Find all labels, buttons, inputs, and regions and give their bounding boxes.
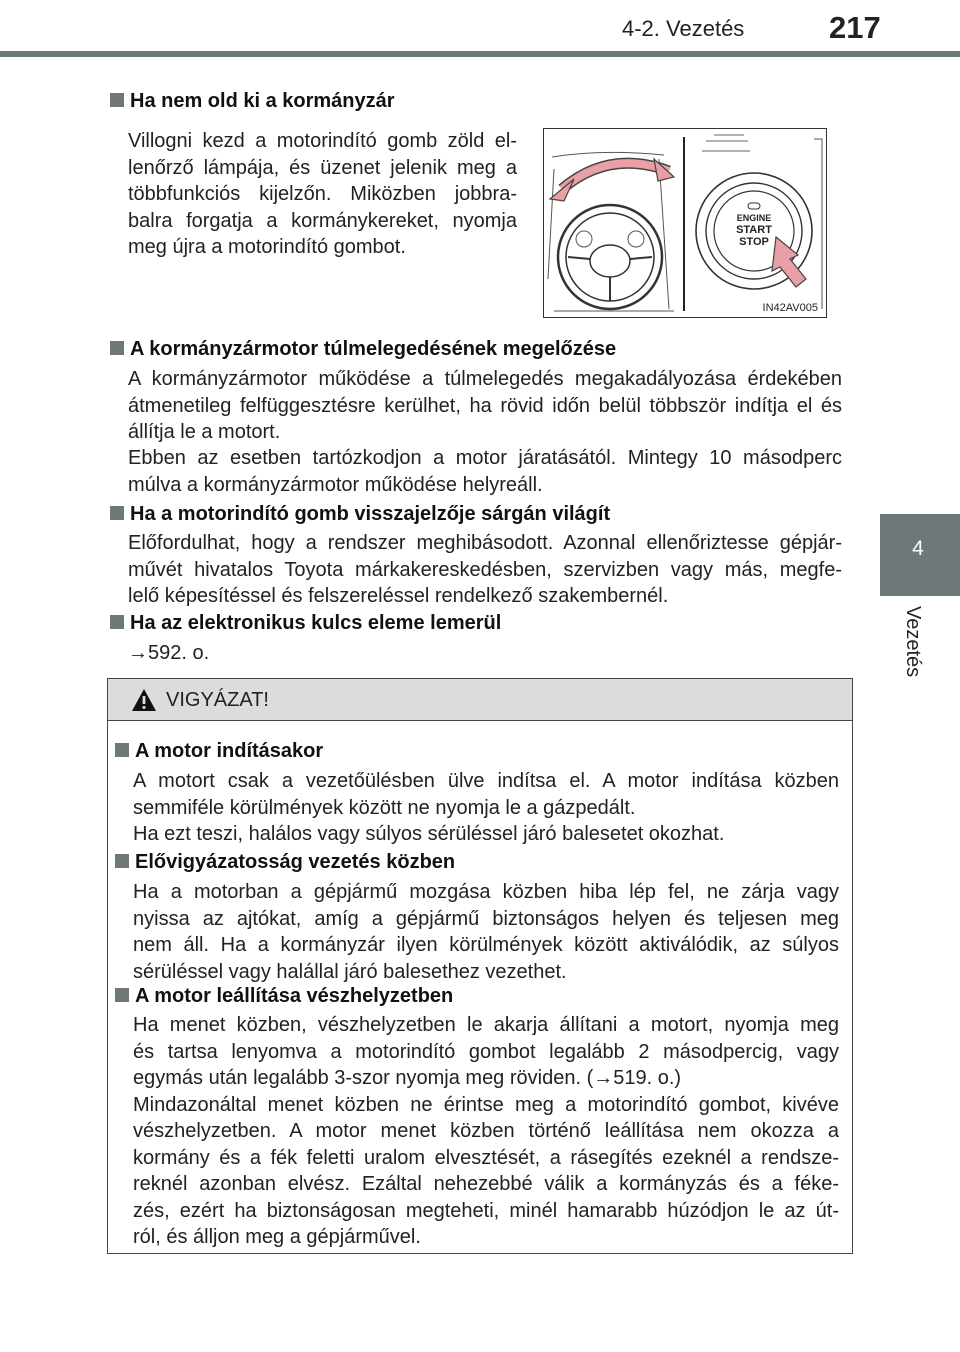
section-heading: A kormányzármotor túlmelegedésének megelőzése (110, 338, 616, 361)
square-bullet-icon (110, 615, 124, 629)
chapter-number: 4 (912, 537, 924, 560)
warning-box (107, 678, 853, 1254)
section-title: 4-2. Vezetés (622, 16, 745, 41)
section-text: Ebben az esetben tartózkodjon a motor járatásától. Mintegy 10 másodperc múlva a kormányzármotor működése helyreáll. (128, 447, 842, 496)
warning-heading: A motor indításakor (115, 740, 323, 763)
square-bullet-icon (115, 854, 129, 868)
square-bullet-icon (110, 341, 124, 355)
square-bullet-icon (115, 988, 129, 1002)
steering-start-figure (543, 128, 827, 318)
steering-wheel-illustration (544, 129, 826, 317)
page-reference: →592. o. (128, 642, 210, 664)
warning-triangle-icon (131, 688, 157, 712)
warning-text: A motort csak a vezetőülésben ülve indítsa el. A motor indítása közben semmiféle körülmények között ne nyomja le a gázpedált. Ha ezt teszi, halálos vagy súlyos sérüléssel járó balesetet okozhat. (133, 770, 839, 845)
square-bullet-icon (115, 743, 129, 757)
section-text: Előfordulhat, hogy a rendszer meghibásodott. Azonnal ellenőriztesse gépjár- művét hivatalos Toyota márkakereskedésben, szervizben vagy más, megfe- lelő képesítéssel és felszereléssel rendelkező szakembernél. (128, 532, 842, 607)
figure-code: IN42AV005 (762, 302, 818, 314)
section-text: A kormányzármotor működése a túlmelegedés megakadályozása érdekében átmenetileg felfüggesztésre kerülhet, ha rövid időn belül többször indítja el és állítja le a motort. (128, 368, 842, 443)
section-text: Villogni kezd a motorindító gomb zöld el- lenőrző lámpája, és üzenet jelenik meg a többfunkciós kijelzőn. Miközben jobbra- balra forgatja a kormánykereket, nyomja meg újra a motorindító gombot. (128, 130, 517, 258)
section-heading: Ha az elektronikus kulcs eleme lemerül (110, 612, 501, 635)
chapter-label-wrap (888, 606, 938, 686)
header-rule (0, 51, 960, 57)
square-bullet-icon (110, 506, 124, 520)
warning-heading: Elővigyázatosság vezetés közben (115, 851, 455, 874)
page-number: 217 (829, 10, 881, 45)
warning-heading: A motor leállítása vészhelyzetben (115, 985, 453, 1008)
warning-text: Ha menet közben, vészhelyzetben le akarja állítani a motort, nyomja meg és tartsa lenyomva a motorindító gombot legalább 2 másodpercig, vagy egymás után legalább 3-szor nyomja meg röviden. (→519. o.) Mindazonáltal menet közben ne érintse meg a motorindító gombot, kivéve vészhelyzetben. A motor menet közben történő leállítása nem okozza a kormány és a fék feletti uralom elvesztését, a rásegítés ezeknél a rendsze- reknél azonban elvész. Ezáltal nehezebbé válik a kormányzás és a féke- zés, ezért ha biztonságosan megteheti, minél hamarabb húzódjon le az út- ról, és álljon meg a gépjárművel. (133, 1014, 839, 1248)
stop-label: STOP (739, 236, 769, 248)
section-heading: Ha a motorindító gomb visszajelzője sárgán világít (110, 503, 610, 526)
warning-text: Ha a motorban a gépjármű mozgása közben hiba lép fel, ne zárja vagy nyissa az ajtókat, amíg a gépjármű biztonságos helyen és teljesen meg nem áll. Ha a kormányzár ilyen körülmények között aktiválódik, az súlyos sérüléssel vagy halállal járó balesethez vezethet. (133, 881, 839, 983)
warning-header (108, 679, 852, 721)
engine-label: ENGINE (736, 213, 772, 223)
start-label: START (736, 224, 772, 236)
chapter-label: Vezetés (902, 606, 924, 678)
square-bullet-icon (110, 93, 124, 107)
warning-title: VIGYÁZAT! (166, 689, 269, 711)
section-heading: Ha nem old ki a kormányzár (110, 90, 395, 113)
